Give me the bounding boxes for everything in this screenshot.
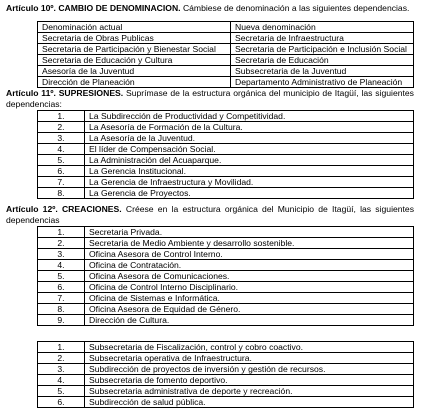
list-item: [38, 155, 414, 166]
art10-heading: Artículo 10º. CAMBIO DE DENOMINACION.: [6, 3, 181, 13]
item-number: 9.: [38, 315, 85, 326]
art12-paragraph: [6, 204, 414, 226]
cell: Secretaria de Participación e Inclusión Social: [231, 44, 414, 55]
list-item: [38, 122, 414, 133]
item-text: Subsecretaria de Fiscalización, control y cobro coactivo.: [85, 342, 414, 353]
item-number: 2.: [38, 353, 85, 364]
item-text: Subsecretaria administrativa de deporte y recreación.: [85, 386, 414, 397]
table-row: [38, 77, 414, 88]
item-text: Oficina Asesora de Control Interno.: [85, 249, 414, 260]
cell: Secretaria de Obras Publicas: [38, 33, 231, 44]
list-item: [38, 166, 414, 177]
item-number: 4.: [38, 375, 85, 386]
list-item: [38, 353, 414, 364]
item-text: Subsecretaria operativa de Infraestructura.: [85, 353, 414, 364]
list-item: [38, 271, 414, 282]
list-item: [38, 315, 414, 326]
rename-table: [37, 21, 414, 88]
item-number: 8.: [38, 188, 85, 199]
list-item: [38, 293, 414, 304]
item-number: 3.: [38, 364, 85, 375]
cell: Secretaria de Educación: [231, 55, 414, 66]
item-number: 5.: [38, 155, 85, 166]
item-number: 3.: [38, 133, 85, 144]
item-number: 8.: [38, 304, 85, 315]
cell: Dirección de Planeación: [38, 77, 231, 88]
list-item: [38, 282, 414, 293]
art11-heading: Artículo 11º. SUPRESIONES.: [6, 88, 124, 98]
item-text: La Gerencia de Proyectos.: [85, 188, 414, 199]
item-number: 2.: [38, 122, 85, 133]
table-row: [38, 44, 414, 55]
list-item: [38, 375, 414, 386]
list-item: [38, 144, 414, 155]
list-item: [38, 364, 414, 375]
item-text: Oficina de Control Interno Disciplinario.: [85, 282, 414, 293]
art12-text: Créese en la estructura orgánica del Municipio de Itagüí, las siguientes dependencias: [6, 204, 415, 225]
table-row: [38, 55, 414, 66]
art11-text: Suprímase de la estructura orgánica del municipio de Itagüí, las siguientes dependencias:: [6, 88, 414, 109]
item-number: 5.: [38, 271, 85, 282]
list-item: [38, 386, 414, 397]
item-text: Secretaria Privada.: [85, 227, 414, 238]
art12-heading: Artículo 12º. CREACIONES.: [6, 204, 122, 214]
item-text: El líder de Compensación Social.: [85, 144, 414, 155]
list-item: [38, 304, 414, 315]
item-number: 2.: [38, 238, 85, 249]
item-number: 1.: [38, 227, 85, 238]
item-text: La Asesoría de Formación de la Cultura.: [85, 122, 414, 133]
list-item: [38, 227, 414, 238]
item-number: 4.: [38, 260, 85, 271]
list-item: [38, 111, 414, 122]
list-item: [38, 342, 414, 353]
header-current: Denominación actual: [38, 22, 231, 33]
list-item: [38, 177, 414, 188]
item-number: 6.: [38, 397, 85, 408]
item-text: La Subdirección de Productividad y Competitividad.: [85, 111, 414, 122]
item-text: Dirección de Cultura.: [85, 315, 414, 326]
item-number: 6.: [38, 166, 85, 177]
table-row: [38, 66, 414, 77]
art11-paragraph: [6, 88, 414, 110]
cell: Secretaria de Infraestructura: [231, 33, 414, 44]
item-text: Oficina de Sistemas e Informática.: [85, 293, 414, 304]
item-text: La Asesoría de la Juventud.: [85, 133, 414, 144]
item-text: La Gerencia Institucional.: [85, 166, 414, 177]
item-number: 4.: [38, 144, 85, 155]
cell: Subsecretaria de la Juventud: [231, 66, 414, 77]
item-text: Subdirección de salud pública.: [85, 397, 414, 408]
item-text: Subdirección de proyectos de inversión y gestión de recursos.: [85, 364, 414, 375]
cell: Secretaria de Participación y Bienestar Social: [38, 44, 231, 55]
item-text: Secretaria de Medio Ambiente y desarrollo sostenible.: [85, 238, 414, 249]
subsecretaria-list: [37, 341, 414, 408]
item-text: Oficina Asesora de Equidad de Género.: [85, 304, 414, 315]
item-number: 5.: [38, 386, 85, 397]
cell: Secretaria de Educación y Cultura: [38, 55, 231, 66]
art10-paragraph: [6, 3, 414, 14]
header-new: Nueva denominación: [231, 22, 414, 33]
art10-text: Cámbiese de denominación a las siguientes dependencias.: [180, 3, 410, 13]
list-item: [38, 238, 414, 249]
item-number: 1.: [38, 111, 85, 122]
suppression-list: [37, 110, 414, 199]
item-number: 6.: [38, 282, 85, 293]
item-number: 3.: [38, 249, 85, 260]
list-item: [38, 133, 414, 144]
rename-table-header: [38, 22, 414, 33]
item-text: Oficina Asesora de Comunicaciones.: [85, 271, 414, 282]
list-item: [38, 188, 414, 199]
item-number: 7.: [38, 293, 85, 304]
item-text: La Gerencia de Infraestructura y Movilidad.: [85, 177, 414, 188]
item-number: 1.: [38, 342, 85, 353]
item-text: Subsecretaria de fomento deportivo.: [85, 375, 414, 386]
item-text: La Administración del Acuaparque.: [85, 155, 414, 166]
cell: Departamento Administrativo de Planeación: [231, 77, 414, 88]
table-row: [38, 33, 414, 44]
list-item: [38, 260, 414, 271]
item-text: Oficina de Contratación.: [85, 260, 414, 271]
list-item: [38, 397, 414, 408]
list-item: [38, 249, 414, 260]
creation-list: [37, 226, 414, 326]
item-number: 7.: [38, 177, 85, 188]
cell: Asesoría de la Juventud: [38, 66, 231, 77]
